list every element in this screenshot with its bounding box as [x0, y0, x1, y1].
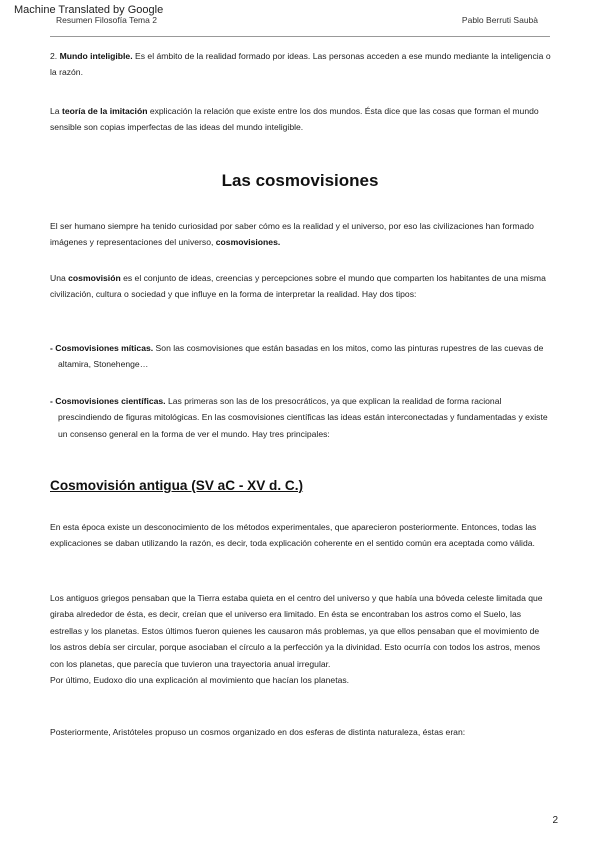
paragraph-intro-cosmovisiones: [50, 218, 552, 251]
body-text: Posteriormente, Aristóteles propuso un cosmos organizado en dos esferas de distinta naturaleza, éstas eran:: [50, 727, 466, 737]
paragraph-mundo-inteligible: [50, 48, 552, 81]
subsection-title: Cosmovisión antigua (SV aC - XV d. C.): [50, 478, 304, 493]
definition-text: Las primeras son las de los presocráticos, ya que explican la realidad de forma racional prescindiendo de figuras mitológicas. En las cosmovisiones científicas las ideas están interconectadas y fundamentadas y existe un consenso general en la forma de ver el mundo. Hay tres principales:: [58, 396, 548, 439]
text-prefix: La: [50, 106, 62, 116]
machine-translation-watermark: Machine Translated by Google: [14, 4, 164, 16]
body-text: En esta época existe un desconocimiento de los métodos experimentales, que aparecieron posteriormente. Entonces, todas las explicaciones se daban utilizando la razón, es decir, toda explicación coherente en el sentido común era aceptada como válida.: [50, 522, 537, 549]
header-divider: [50, 36, 550, 37]
term-cosmovisiones-miticas: - Cosmovisiones míticas.: [50, 343, 154, 353]
term-cosmovisiones: cosmovisiones.: [215, 237, 281, 248]
definition-text: Es el ámbito de la realidad formado por ideas. Las personas acceden a ese mundo mediante la inteligencia o la razón.: [50, 51, 551, 78]
definition-text: Son las cosmovisiones que están basadas en los mitos, como las pinturas rupestres de las cuevas de altamira, Stonehenge…: [58, 343, 544, 370]
section-title: Las cosmovisiones: [221, 171, 379, 190]
body-text: Los antiguos griegos pensaban que la Tierra estaba quieta en el centro del universo y que había una bóveda celeste limitada que giraba alrededor de ésta, es decir, creían que el universo era limitado. En ésta se encontraban los astros como el Suelo, las estrellas y los planetas. Estos últimos fueron quienes les causaron más problemas, ya que ellos pensaban que el movimiento de los astros debía ser circular, porque asociaban el círculo a la perfección ya la divinidad. Esto ocurría con todos los astros, menos con los planetas, que parecía que tuvieron una trayectoria anual irregular.: [50, 593, 543, 669]
definition-text: es el conjunto de ideas, creencias y percepciones sobre el mundo que comparten los habitantes de una misma civilización, cultura o sociedad y que influye en la forma de interpretar la realidad. Hay dos tipos:: [50, 273, 546, 300]
term-cosmovisiones-cientificas: - Cosmovisiones científicas.: [50, 396, 166, 406]
paragraph-definicion-cosmovision: [50, 270, 552, 303]
header-document-title: Resumen Filosofía Tema 2: [56, 15, 157, 25]
paragraph-metodos: [50, 519, 552, 552]
term-cosmovision: cosmovisión: [68, 273, 121, 283]
paragraph-teoria-imitacion: [50, 103, 552, 136]
term-teoria-imitacion: teoría de la imitación: [61, 106, 148, 116]
definition-text: explicación la relación que existe entre los dos mundos. Ésta dice que las cosas que forman el mundo sensible son copias imperfectas de las ideas del mundo inteligible.: [50, 106, 539, 133]
header-author: Pablo Berruti Saubà: [461, 15, 538, 25]
list-number: 2.: [50, 51, 60, 61]
text-prefix: Una: [50, 273, 69, 283]
paragraph-griegos: [50, 590, 552, 688]
body-text-eudoxo: Por último, Eudoxo dio una explicación al movimiento que hacían los planetas.: [50, 675, 350, 686]
body-text: El ser humano siempre ha tenido curiosidad por saber cómo es la realidad y el universo, por eso las civilizaciones han formado imágenes y representaciones del universo,: [50, 221, 534, 248]
page-number: 2: [552, 815, 558, 826]
paragraph-aristoteles: [50, 724, 552, 740]
list-item-cosmovisiones-cientificas: [50, 393, 552, 442]
term-mundo-inteligible: Mundo inteligible.: [59, 51, 133, 61]
list-item-cosmovisiones-miticas: [50, 340, 552, 373]
